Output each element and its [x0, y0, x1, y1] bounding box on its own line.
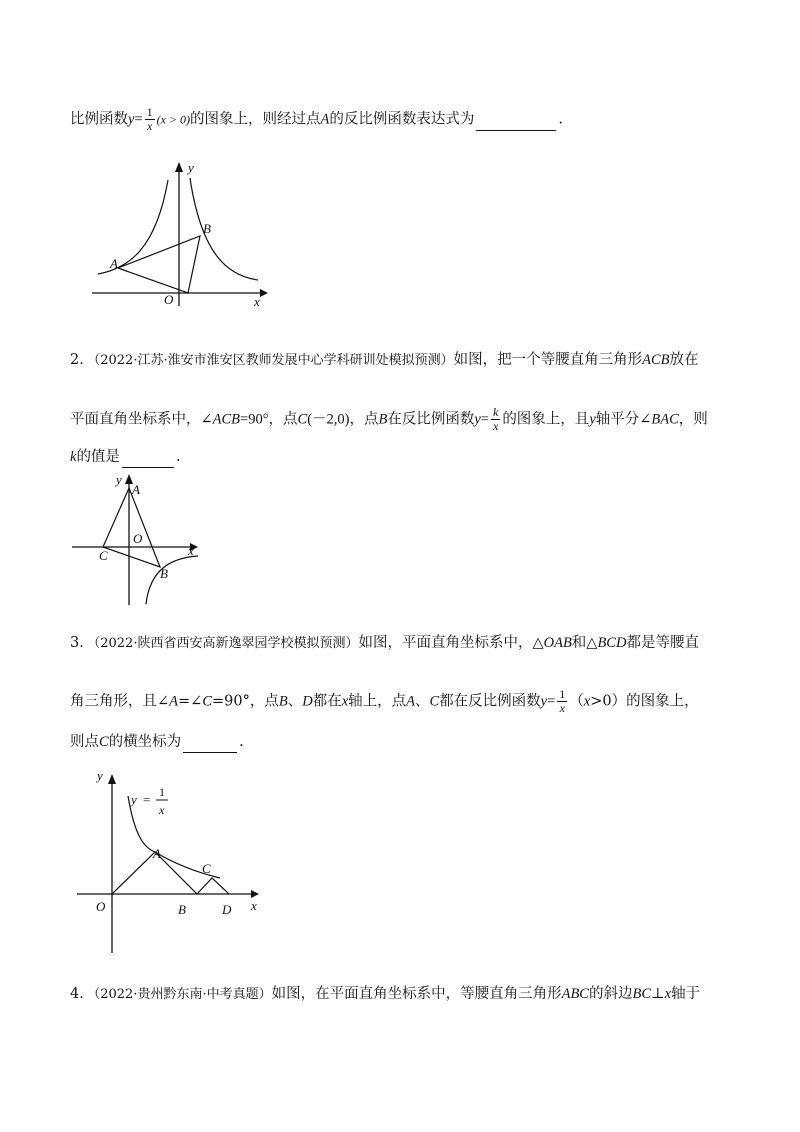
q3-text-3-end: . — [239, 734, 244, 750]
q2-line-3 — [70, 447, 181, 468]
q1-text-pre: 比例函数 — [70, 111, 128, 128]
q2-figure — [70, 470, 205, 610]
q1-text-post: 的反比例函数表达式为 — [329, 111, 475, 128]
q1-text-mid: 的图象上，则经过点 — [190, 111, 321, 128]
q3-x-var: x — [341, 693, 349, 710]
q3-angle-a: A — [169, 693, 179, 710]
q1-formula-condition: (x > 0) — [156, 112, 191, 127]
q4-source: （2022·贵州黔东南·中考真题） — [93, 987, 272, 1002]
q4-text-2: 的斜边 — [588, 986, 633, 1002]
q2-text-3-end: . — [175, 449, 181, 465]
q2-formula-numerator: k — [492, 405, 499, 419]
q3-label-y: y — [97, 768, 103, 783]
q2-text-point-b-post: 在反比例函数 — [387, 411, 475, 428]
q2-y-var: y — [589, 411, 596, 428]
q1-formula-denominator: x — [146, 119, 153, 133]
q3-text-1-end: 都是等腰直 — [626, 635, 699, 651]
q3-line-2 — [70, 688, 699, 715]
q2-formula-eq: = — [480, 411, 489, 428]
q2-text-post-1: 的图象上，且 — [502, 411, 590, 428]
q3-figure — [75, 768, 265, 958]
q3-text-3-pre: 则点 — [70, 734, 99, 750]
q1-text-end: . — [558, 111, 564, 128]
q4-side-bc: BC — [632, 986, 652, 1002]
q2-answer-blank — [122, 447, 174, 468]
q3-text-eq1: =∠ — [178, 693, 203, 710]
q3-number: 3． — [70, 635, 94, 651]
q2-text-3: 的值是 — [76, 449, 120, 465]
q2-var-acb: ACB — [642, 352, 670, 368]
q3-text-sep-2: 、 — [415, 693, 430, 710]
q1-formula-fraction — [145, 106, 155, 133]
q1-curve-left — [98, 180, 168, 274]
q3-point-b: B — [278, 693, 288, 710]
q2-text-1: 如图，把一个等腰直角三角形 — [453, 352, 643, 368]
q2-label-y: y — [116, 472, 122, 487]
q3-label-c: C — [202, 861, 211, 876]
q4-text-3: 轴于 — [671, 986, 701, 1002]
q2-formula-y: y — [474, 411, 481, 428]
q3-line-3 — [70, 732, 244, 753]
q1-label-x: x — [254, 294, 260, 309]
q1-line-1 — [70, 106, 563, 133]
q3-text-3: 的横坐标为 — [108, 734, 182, 750]
q3-text-onx: 都在 — [312, 693, 342, 710]
q3-label-b: B — [178, 902, 186, 917]
q3-triangle-bcd — [197, 878, 229, 894]
q3-text-cond-pre: （ — [569, 693, 584, 710]
q2-label-x: x — [188, 543, 194, 558]
q3-angle-c: C — [202, 693, 212, 710]
q2-triangle — [103, 488, 160, 567]
q2-text-point-c-pre: ，点 — [268, 411, 298, 428]
q3-label-a: A — [153, 846, 161, 861]
q2-label-c: C — [99, 548, 108, 563]
q3-point-a: A — [406, 693, 415, 710]
q3-formula-numerator: 1 — [559, 687, 566, 701]
q3-triangle-oab: OAB — [543, 635, 572, 651]
q3-text-eq2: =90°，点 — [212, 693, 279, 710]
q2-text-2-end: ，则 — [678, 411, 708, 428]
q2-k-var: k — [70, 449, 77, 465]
q3-y-axis-arrow — [108, 774, 116, 784]
q3-label-d: D — [222, 902, 232, 917]
q4-number: 4． — [70, 986, 94, 1002]
q3-cond-x: x — [583, 693, 591, 710]
q2-source: （2022·江苏·淮安市淮安区教师发展中心学科研训处模拟预测） — [93, 353, 454, 368]
q1-label-a: A — [110, 256, 118, 271]
q2-text-post-2: 轴平分∠ — [595, 411, 652, 428]
q1-answer-blank — [476, 110, 556, 131]
q3-text-2-pre: 角三角形，且∠ — [70, 693, 170, 710]
q2-point-b: B — [378, 411, 388, 428]
q1-label-b: B — [203, 221, 211, 236]
q3-formula-denominator: x — [559, 701, 565, 715]
q1-formula-numerator: 1 — [146, 105, 153, 119]
q3-text-sep: 、 — [287, 693, 303, 710]
q3-triangle-bcd: BCD — [597, 635, 627, 651]
q1-point-a: A — [320, 111, 330, 128]
q3-text-axis: 轴上，点 — [348, 693, 407, 710]
q2-label-a: A — [132, 482, 140, 497]
q2-text-2-pre: 平面直角坐标系中，∠ — [70, 411, 213, 428]
q3-text-1: 如图，平面直角坐标系中，△ — [358, 635, 544, 651]
q1-formula-y: y — [128, 111, 135, 128]
q2-formula-fraction — [491, 406, 500, 433]
q4-triangle-abc: ABC — [561, 986, 589, 1002]
q3-formula-fraction — [557, 688, 567, 715]
q2-curve — [146, 556, 198, 604]
q3-source: （2022·陕西省西安高新逸翠园学校模拟预测） — [93, 636, 359, 651]
q1-x-axis-arrow — [260, 289, 268, 297]
q3-x-axis-arrow — [251, 890, 259, 898]
q3-point-c-3: C — [99, 734, 109, 750]
q3-label-x: x — [251, 898, 257, 913]
q2-text-1-end: 放在 — [669, 352, 699, 368]
q2-label-o: O — [133, 531, 143, 546]
q3-label-formula-y: y — [131, 792, 137, 807]
q3-answer-blank — [183, 732, 237, 753]
q3-label-formula-den: x — [159, 803, 165, 817]
q3-text-cond-post: >0）的图象上， — [590, 693, 699, 710]
q1-formula-eq: = — [134, 111, 143, 128]
q2-point-c-coord: (－2,0) — [307, 411, 350, 428]
q3-point-c: C — [429, 693, 440, 710]
q1-curve-right — [190, 178, 258, 280]
q2-text-point-b-pre: ，点 — [349, 411, 379, 428]
q1-figure — [90, 158, 270, 308]
q2-point-c: C — [297, 411, 308, 428]
q2-line-1 — [70, 350, 698, 371]
q2-angle-acb: ACB — [212, 411, 241, 428]
q3-text-and: 和△ — [571, 635, 598, 651]
q4-line-1 — [70, 984, 700, 1005]
q4-text-1: 如图，在平面直角坐标系中，等腰直角三角形 — [271, 986, 562, 1002]
q3-label-o: O — [96, 899, 106, 914]
q3-line-1 — [70, 633, 699, 654]
q2-label-b: B — [160, 566, 168, 581]
q4-perp: ⊥ — [651, 986, 665, 1002]
q1-label-o: O — [164, 292, 174, 307]
q1-label-y: y — [188, 160, 194, 175]
q2-angle-value: =90° — [240, 411, 269, 428]
q2-angle-bac: BAC — [651, 411, 679, 428]
q1-y-axis-arrow — [175, 162, 183, 172]
q3-label-formula-eq: = — [143, 792, 151, 807]
q3-text-on: 都在反比例函数 — [439, 693, 541, 710]
q3-point-d: D — [302, 693, 313, 710]
q2-line-2 — [70, 406, 708, 433]
q2-formula-denominator: x — [492, 419, 499, 433]
q2-number: 2． — [70, 352, 94, 368]
q4-x-var: x — [664, 986, 672, 1002]
q1-triangle — [118, 236, 200, 293]
q3-formula-eq: = — [547, 693, 556, 710]
q3-formula-y: y — [540, 693, 548, 710]
q3-label-formula-num: 1 — [159, 785, 165, 799]
